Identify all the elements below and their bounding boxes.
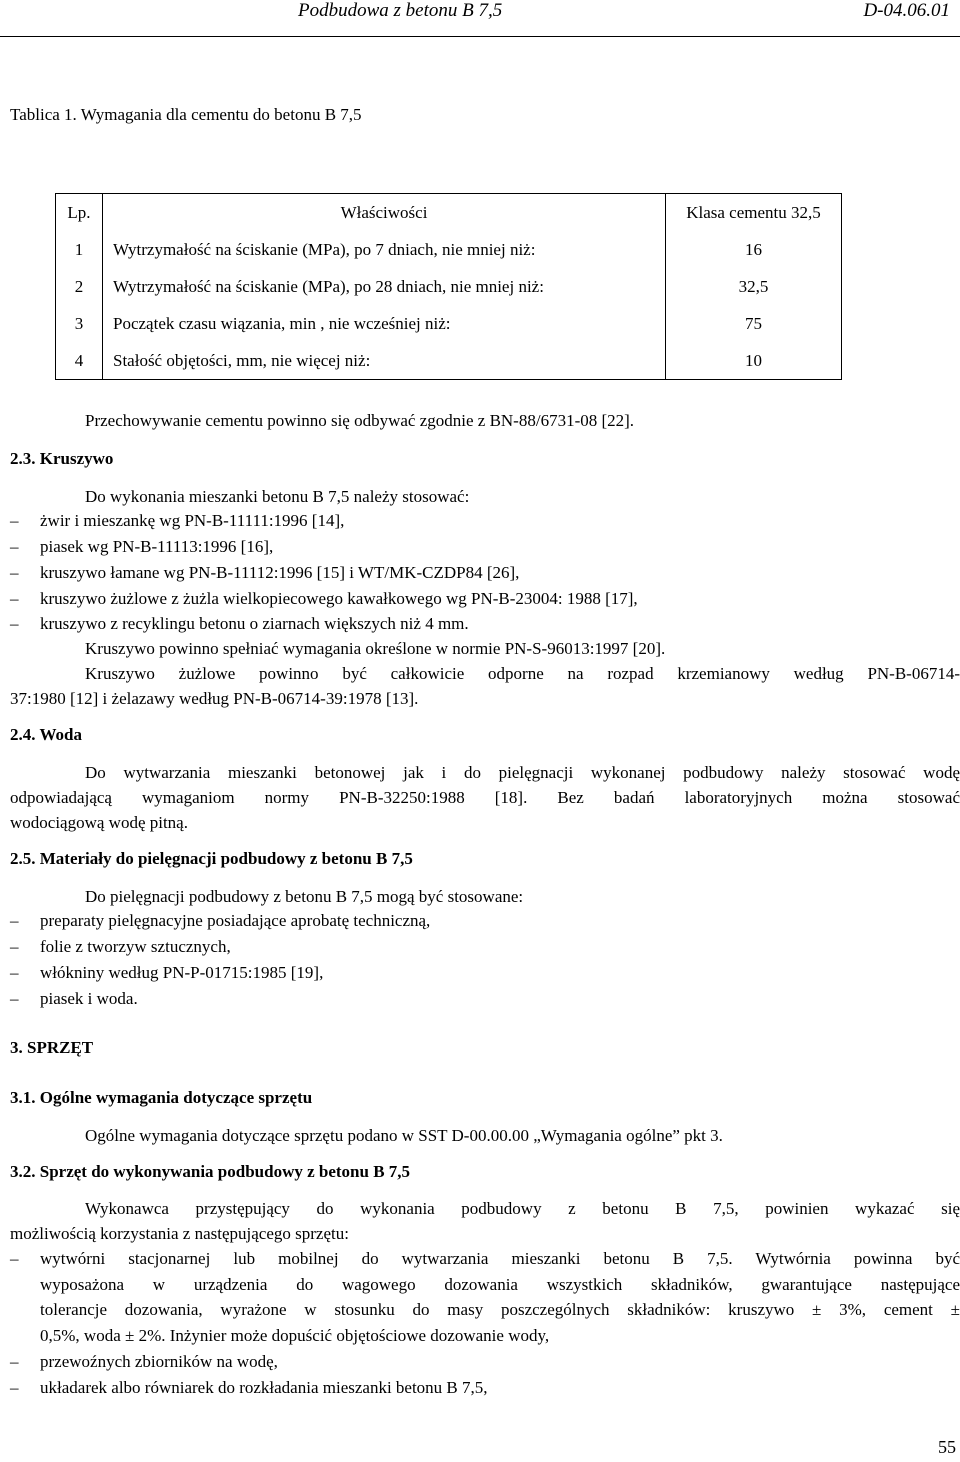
section-heading-2-5: 2.5. Materiały do pielęgnacji podbudowy z betonu B 7,5 (10, 849, 413, 868)
section-heading-3-1: 3.1. Ogólne wymagania dotyczące sprzętu (10, 1088, 313, 1107)
table-header-cell: Klasa cementu 32,5 (666, 194, 842, 232)
list-item: – piasek wg PN-B-11113:1996 [16], (10, 534, 960, 560)
list-item: – żwir i mieszankę wg PN-B-11111:1996 [14], (10, 508, 960, 534)
header-code: D-04.06.01 (863, 0, 950, 21)
list-item: – przewoźnych zbiorników na wodę, (10, 1349, 960, 1375)
dash-bullet: – (10, 963, 19, 982)
list-item: – kruszywo łamane wg PN-B-11112:1996 [15] i WT/MK-CZDP84 [26], (10, 560, 960, 586)
dash-bullet: – (10, 1352, 19, 1371)
dash-bullet: – (10, 937, 19, 956)
dash-bullet: – (10, 511, 19, 530)
dash-bullet: – (10, 911, 19, 930)
table-header-cell: Właściwości (103, 194, 666, 232)
list-item: – kruszywo żużlowe z żużla wielkopiecowego kawałkowego wg PN-B-23004: 1988 [17], (10, 586, 960, 612)
equipment-intro-line-2: możliwością korzystania z następującego sprzętu: (10, 1224, 349, 1243)
table-row (56, 342, 842, 380)
aggregate-para-2-line-1: Kruszywo żużlowe powinno być całkowicie odporne na rozpad krzemianowy według PN-B-06714- (85, 664, 960, 683)
table-cell: 2 (56, 268, 103, 305)
dash-bullet: – (10, 1378, 19, 1397)
dash-bullet: – (10, 589, 19, 608)
header-title: Podbudowa z betonu B 7,5 (298, 0, 503, 21)
list-item: – włókniny według PN-P-01715:1985 [19], (10, 960, 960, 986)
section-heading-2-3: 2.3. Kruszywo (10, 449, 114, 468)
table-cell: Początek czasu wiązania, min , nie wcześniej niż: (103, 305, 666, 342)
table-cell: 1 (56, 231, 103, 268)
dash-bullet: – (10, 563, 19, 582)
table-cell: 75 (666, 305, 842, 342)
table-header-row (56, 194, 842, 232)
table-cell: 3 (56, 305, 103, 342)
water-line-3: wodociągową wodę pitną. (10, 813, 188, 832)
dash-bullet: – (10, 537, 19, 556)
section-heading-3-2: 3.2. Sprzęt do wykonywania podbudowy z betonu B 7,5 (10, 1162, 411, 1181)
dash-bullet: – (10, 989, 19, 1008)
table-row (56, 268, 842, 305)
equipment-intro-line-1: Wykonawca przystępujący do wykonania podbudowy z betonu B 7,5, powinien wykazać się (85, 1199, 960, 1218)
page-number: 55 (938, 1437, 956, 1457)
storage-note: Przechowywanie cementu powinno się odbywać zgodnie z BN-88/6731-08 [22]. (85, 411, 635, 430)
table-header-cell: Lp. (56, 194, 103, 232)
section-heading-2-4: 2.4. Woda (10, 725, 82, 744)
page-header (0, 0, 960, 40)
table-cell: 10 (666, 342, 842, 380)
dash-bullet: – (10, 1249, 19, 1268)
list-item: – wytwórni stacjonarnej lub mobilnej do wytwarzania mieszanki betonu B 7,5. Wytwórnia powinna być wyposażona w urządzenia do wagowego dozowania wszystkich składników, gwarantujące następujące tolerancje dozowania, wyrażone w stosunku do masy poszczególnych składników: kruszywo ± 3%, cement ± 0,5%, woda ± 2%. Inżynier może dopuścić objętościowe dozowanie wody, (10, 1246, 960, 1348)
table-cell: 16 (666, 231, 842, 268)
water-line-2: odpowiadającą wymaganiom normy PN-B-32250:1988 [18]. Bez badań laboratoryjnych można stosować (10, 788, 960, 807)
table-row (56, 305, 842, 342)
aggregate-para-1: Kruszywo powinno spełniać wymagania określone w normie PN-S-96013:1997 [20]. (85, 639, 666, 658)
header-rule (0, 36, 960, 37)
list-item: – piasek i woda. (10, 986, 960, 1012)
list-item: – preparaty pielęgnacyjne posiadające aprobatę techniczną, (10, 908, 960, 934)
table-cell: Wytrzymałość na ściskanie (MPa), po 7 dniach, nie mniej niż: (103, 231, 666, 268)
table-caption: Tablica 1. Wymagania dla cementu do betonu B 7,5 (10, 105, 362, 124)
table-cell: 4 (56, 342, 103, 380)
list-item: – układarek albo równiarek do rozkładania mieszanki betonu B 7,5, (10, 1375, 960, 1401)
water-line-1: Do wytwarzania mieszanki betonowej jak i do pielęgnacji wykonanej podbudowy należy stosować wodę (85, 763, 960, 782)
cement-requirements-table (55, 193, 842, 380)
general-equipment-text: Ogólne wymagania dotyczące sprzętu podano w SST D-00.00.00 „Wymagania ogólne” pkt 3. (85, 1126, 723, 1145)
dash-bullet: – (10, 614, 19, 633)
table-cell: 32,5 (666, 268, 842, 305)
table-cell: Stałość objętości, mm, nie więcej niż: (103, 342, 666, 380)
list-item: – kruszywo z recyklingu betonu o ziarnach większych niż 4 mm. (10, 611, 960, 637)
aggregate-para-2-line-2: 37:1980 [12] i żelazawy według PN-B-06714-39:1978 [13]. (10, 689, 419, 708)
aggregate-intro: Do wykonania mieszanki betonu B 7,5 należy stosować: (85, 487, 470, 506)
list-item: – folie z tworzyw sztucznych, (10, 934, 960, 960)
table-row (56, 231, 842, 268)
table-cell: Wytrzymałość na ściskanie (MPa), po 28 dniach, nie mniej niż: (103, 268, 666, 305)
curing-intro: Do pielęgnacji podbudowy z betonu B 7,5 mogą być stosowane: (85, 887, 524, 906)
section-heading-3: 3. SPRZĘT (10, 1038, 94, 1057)
